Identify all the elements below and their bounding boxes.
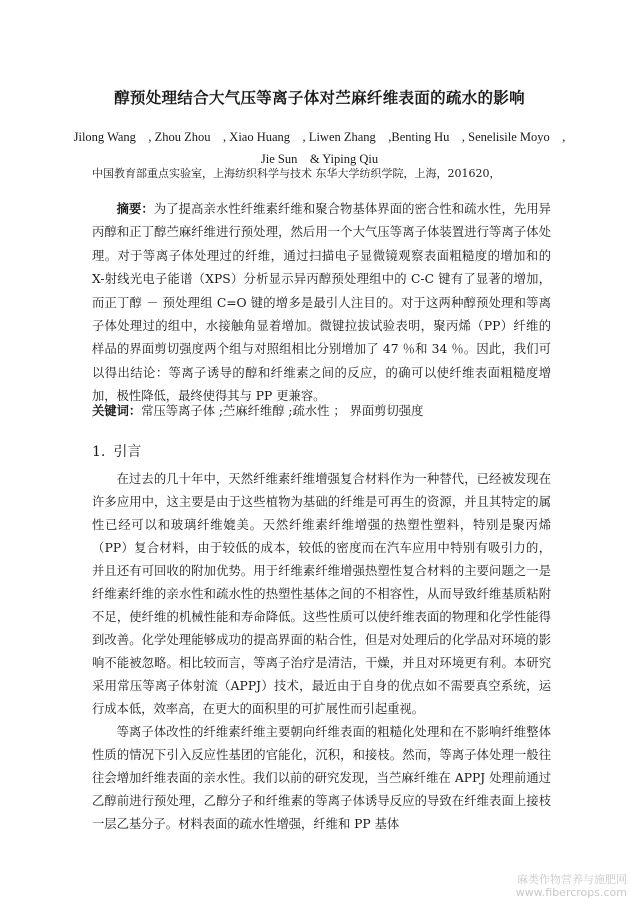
section-heading <box>92 441 141 461</box>
affiliation: 中国教育部重点实验室，上海纺织科学与技术 东华大学纺织学院，上海，201620， <box>92 167 501 180</box>
body-paragraph: 等离子体改性的纤维素纤维主要朝向纤维表面的粗糙化处理和在不影响纤维整体性质的情况下引入反应性基团的官能化，沉积，和接枝。然而，等离子体处理一般往往会增加纤维表面的亲水性。我们以前的研究发现，当苎麻纤维在 APPJ 处理前通过乙醇前进行预处理，乙醇分子和纤维素的等离子体诱导反应的导致在纤维表面上接枝一层乙基分子。材料表面的疏水性增强，纤维和 PP 基体 <box>92 725 551 831</box>
watermark-line-2: www.fibercrops.com <box>515 886 627 899</box>
watermark <box>516 873 627 899</box>
body-paragraph: 在过去的几十年中，天然纤维素纤维增强复合材料作为一种替代，已经被发现在许多应用中，这主要是由于这些植物为基础的纤维是可再生的资源，并且其特定的属性已经可以和玻璃纤维媲美。天然纤维素纤维增强的热塑性塑料，特别是聚丙烯（PP）复合材料，由于较低的成本，较低的密度而在汽车应用中特别有吸引力的，并且还有可回收的附加优势。用于纤维素纤维增强热塑性复合材料的主要问题之一是纤维素纤维的亲水性和疏水性的热塑性基体之间的不相容性，从而导致纤维基质粘附不足，使纤维的机械性能和寿命降低。这些性质可以使纤维表面的物理和化学性能得到改善。化学处理能够成功的提高界面的粘合性，但是对处理后的化学品对环境的影响不能被忽略。相比较而言，等离子治疗是清洁，干燥，并且对环境更有利。本研究采用常压等离子体射流（APPJ）技术，最近由于自身的优点如不需要真空系统，运行成本低，效率高，在更大的面积里的可扩展性而引起重视。 <box>92 472 551 716</box>
abstract <box>92 197 551 409</box>
author-list <box>70 126 569 170</box>
abstract-text: 为了提高亲水性纤维素纤维和聚合物基体界面的密合性和疏水性，先用异丙醇和正丁醇苎麻纤维进行预处理，然后用一个大气压等离子体装置进行等离子体处理。对于等离子体处理过的纤维，通过扫描电子显微镜观察表面粗糙度的增加和的 X-射线光电子能谱（XPS）分析显示异丙醇预处理组中的 C-C 键有了显著的增加，而正丁醇 － 预处理组 C=O 键的增多是最引人注目的。对于这两种醇预处理和等离子体处理过的组中，水接触角显着增加。微键拉拔试验表明，聚丙烯（PP）纤维的样品的界面剪切强度两个组与对照组相比分别增加了 47 ％和 34 ％。因此，我们可以得出结论：等离子诱导的醇和纤维素之间的反应，的确可以使纤维表面粗糙度增加，极性降低，最终使得其与 PP 更兼容。 <box>92 202 551 404</box>
watermark-line-1: 麻类作物营养与施肥网 <box>517 873 627 886</box>
keywords-text: 常压等离子体 ;苎麻纤维醇 ;疏水性 ； 界面剪切强度 <box>141 404 424 418</box>
author-line-2: Jie Sun & Yiping Qiu <box>260 152 379 166</box>
keywords-label: 关键词： <box>92 403 142 418</box>
keywords <box>92 401 551 419</box>
abstract-label: 摘要： <box>116 201 154 216</box>
section-title: 引言 <box>113 444 142 460</box>
section-number: 1. <box>92 444 106 460</box>
author-line-1: Jilong Wang , Zhou Zhou , Xiao Huang , Liwen Zhang ,Benting Hu , Senelisile Moyo , <box>73 130 566 144</box>
section-body <box>92 468 551 836</box>
paper-title: 醇预处理结合大气压等离子体对苎麻纤维表面的疏水的影响 <box>114 89 525 107</box>
